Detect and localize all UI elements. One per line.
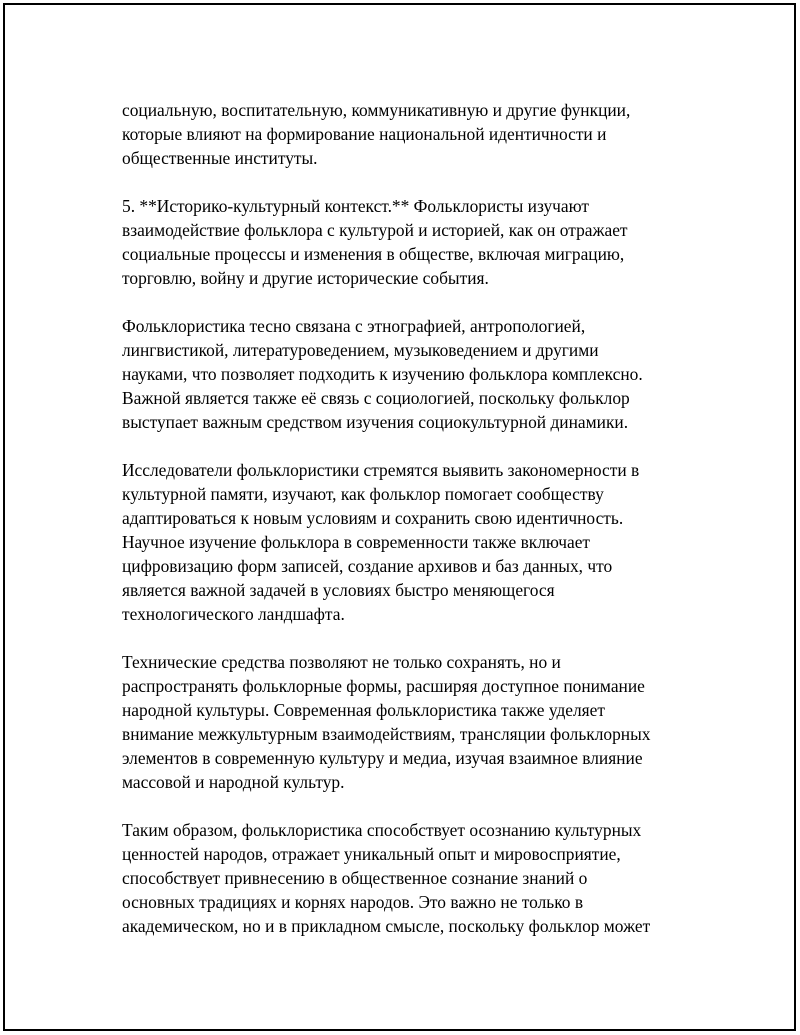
text-line: Важной является также её связь с социологией, поскольку фольклор <box>122 388 630 408</box>
paragraph <box>122 818 722 938</box>
paragraph <box>122 194 722 290</box>
paragraph <box>122 458 722 626</box>
text-line: Таким образом, фольклористика способствует осознанию культурных <box>122 820 642 840</box>
text-line: цифровизацию форм записей, создание архивов и баз данных, что <box>122 556 613 576</box>
text-line: адаптироваться к новым условиям и сохранить свою идентичность. <box>122 508 624 528</box>
text-line: основных традициях и корнях народов. Это важно не только в <box>122 892 584 912</box>
text-line: 5. **Историко-культурный контекст.** Фольклористы изучают <box>122 196 589 216</box>
text-line: Научное изучение фольклора в современности также включает <box>122 532 591 552</box>
paragraph <box>122 98 722 170</box>
text-line: технологического ландшафта. <box>122 604 345 624</box>
text-line: социальную, воспитательную, коммуникативную и другие функции, <box>122 100 631 120</box>
text-line: науками, что позволяет подходить к изучению фольклора комплексно. <box>122 364 643 384</box>
text-line: общественные институты. <box>122 148 318 168</box>
text-line: Фольклористика тесно связана с этнографией, антропологией, <box>122 316 586 336</box>
text-line: способствует привнесению в общественное сознание знаний о <box>122 868 588 888</box>
text-line: академическом, но и в прикладном смысле, поскольку фольклор может <box>122 916 651 936</box>
text-line: лингвистикой, литературоведением, музыковедением и другими <box>122 340 599 360</box>
text-line: социальные процессы и изменения в обществе, включая миграцию, <box>122 244 625 264</box>
text-line: Технические средства позволяют не только сохранять, но и <box>122 652 561 672</box>
text-line: которые влияют на формирование национальной идентичности и <box>122 124 607 144</box>
text-line: элементов в современную культуру и медиа, изучая взаимное влияние <box>122 748 643 768</box>
text-line: ценностей народов, отражает уникальный опыт и мировосприятие, <box>122 844 621 864</box>
text-line: торговлю, войну и другие исторические события. <box>122 268 489 288</box>
text-line: внимание межкультурным взаимодействиям, трансляции фольклорных <box>122 724 651 744</box>
paragraph <box>122 650 722 794</box>
page-content <box>122 98 722 962</box>
text-line: распространять фольклорные формы, расширяя доступное понимание <box>122 676 645 696</box>
page-frame <box>3 3 796 1031</box>
paragraph <box>122 314 722 434</box>
text-line: Исследователи фольклористики стремятся выявить закономерности в <box>122 460 640 480</box>
text-line: массовой и народной культур. <box>122 772 345 792</box>
text-line: является важной задачей в условиях быстро меняющегося <box>122 580 555 600</box>
text-line: культурной памяти, изучают, как фольклор помогает сообществу <box>122 484 604 504</box>
text-line: выступает важным средством изучения социокультурной динамики. <box>122 412 629 432</box>
text-line: взаимодействие фольклора с культурой и историей, как он отражает <box>122 220 628 240</box>
text-line: народной культуры. Современная фольклористика также уделяет <box>122 700 606 720</box>
